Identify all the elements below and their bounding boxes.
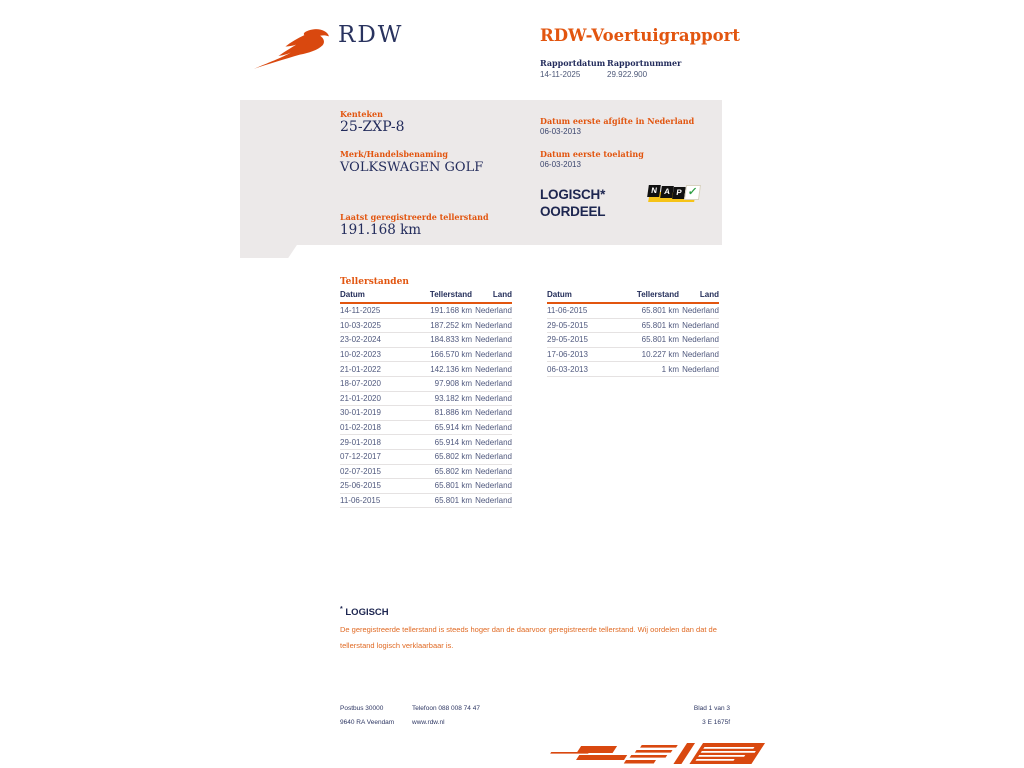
cell-datum: 11-06-2015 [547, 303, 619, 318]
table-row [547, 318, 719, 333]
table-row [547, 303, 719, 318]
cell-land: Nederland [472, 493, 512, 508]
footer-address [340, 702, 394, 729]
table-row [340, 333, 512, 348]
cell-land: Nederland [679, 362, 719, 377]
footer-form-code: 3 E 1675f [702, 718, 730, 726]
cell-tellerstand: 65.801 km [619, 333, 679, 348]
oordeel-line1: LOGISCH* [540, 187, 606, 202]
cell-land: Nederland [472, 318, 512, 333]
rdw-falcon-logo-icon [252, 26, 334, 72]
cell-tellerstand: 93.182 km [412, 391, 472, 406]
footer-contact [412, 702, 480, 729]
cell-tellerstand: 191.168 km [412, 303, 472, 318]
cell-datum: 01-02-2018 [340, 420, 412, 435]
report-number-label: Rapportnummer [607, 58, 682, 68]
rdw-wordmark: RDW [338, 22, 404, 48]
cell-tellerstand: 81.886 km [412, 406, 472, 421]
report-title: RDW-Voertuigrapport [540, 26, 740, 45]
eerste-afgifte-label: Datum eerste afgifte in Nederland [540, 116, 695, 126]
table-header-row [547, 290, 719, 303]
nap-logo-icon [648, 183, 700, 211]
cell-datum: 21-01-2022 [340, 362, 412, 377]
footer-meta [630, 702, 730, 729]
cell-land: Nederland [472, 376, 512, 391]
cell-land: Nederland [472, 464, 512, 479]
oordeel-verdict [540, 186, 605, 220]
col-header-datum: Datum [547, 290, 619, 303]
tellerstanden-table-right [547, 290, 719, 377]
merk-value: VOLKSWAGEN GOLF [340, 160, 484, 175]
cell-datum: 14-11-2025 [340, 303, 412, 318]
cell-land: Nederland [472, 333, 512, 348]
cell-datum: 21-01-2020 [340, 391, 412, 406]
col-header-land: Land [472, 290, 512, 303]
cell-datum: 29-05-2015 [547, 318, 619, 333]
cell-tellerstand: 65.914 km [412, 420, 472, 435]
oordeel-line2: OORDEEL [540, 204, 606, 219]
merk-label: Merk/Handelsbenaming [340, 149, 449, 159]
eerste-toelating-label: Datum eerste toelating [540, 149, 644, 159]
col-header-datum: Datum [340, 290, 412, 303]
cell-datum: 23-02-2024 [340, 333, 412, 348]
cell-tellerstand: 1 km [619, 362, 679, 377]
cell-tellerstand: 142.136 km [412, 362, 472, 377]
cell-land: Nederland [472, 435, 512, 450]
table-row [340, 391, 512, 406]
col-header-tellerstand: Tellerstand [412, 290, 472, 303]
table-row [340, 318, 512, 333]
tellerstand-value: 191.168 km [340, 222, 422, 238]
cell-datum: 11-06-2015 [340, 493, 412, 508]
kenteken-value: 25-ZXP-8 [340, 119, 405, 135]
cell-land: Nederland [679, 303, 719, 318]
cell-tellerstand: 166.570 km [412, 347, 472, 362]
footnote-title-text: LOGISCH [345, 607, 389, 619]
footer-phone: Telefoon 088 008 74 47 [412, 705, 480, 712]
footer-address-line1: Postbus 30000 [340, 705, 384, 712]
footer-address-line2: 9640 RA Veendam [340, 718, 395, 726]
eerste-afgifte-value: 06-03-2013 [540, 127, 581, 136]
cell-tellerstand: 65.802 km [412, 464, 472, 479]
table-row [340, 303, 512, 318]
cell-land: Nederland [472, 479, 512, 494]
cell-tellerstand: 65.801 km [412, 493, 472, 508]
table-row [340, 493, 512, 508]
cell-tellerstand: 65.914 km [412, 435, 472, 450]
cell-tellerstand: 187.252 km [412, 318, 472, 333]
table-row [340, 435, 512, 450]
cell-tellerstand: 65.802 km [412, 449, 472, 464]
cell-datum: 06-03-2013 [547, 362, 619, 377]
col-header-tellerstand: Tellerstand [619, 290, 679, 303]
cell-land: Nederland [679, 347, 719, 362]
table-row [340, 406, 512, 421]
footnote-marker: * [340, 606, 343, 613]
footer-website-link[interactable]: www.rdw.nl [412, 718, 445, 726]
tellerstanden-title: Tellerstanden [340, 277, 409, 287]
table-row [340, 464, 512, 479]
footnote-text: De geregistreerde tellerstand is steeds hoger dan de daarvoor geregistreerde tellerstand. Wij oordelen dan dat de tellerstand logisch verklaarbaar is. [340, 625, 717, 650]
col-header-land: Land [679, 290, 719, 303]
table-row [340, 347, 512, 362]
table-row [547, 333, 719, 348]
report-number-value: 29.922.900 [607, 70, 648, 79]
cell-datum: 29-05-2015 [547, 333, 619, 348]
cell-datum: 30-01-2019 [340, 406, 412, 421]
cell-land: Nederland [472, 303, 512, 318]
cell-tellerstand: 65.801 km [619, 303, 679, 318]
cell-tellerstand: 97.908 km [412, 376, 472, 391]
cell-land: Nederland [472, 391, 512, 406]
table-row [340, 479, 512, 494]
tellerstanden-table-left [340, 290, 512, 508]
bottom-stripes-graphic-icon [543, 740, 798, 767]
cell-datum: 29-01-2018 [340, 435, 412, 450]
cell-tellerstand: 65.801 km [412, 479, 472, 494]
cell-datum: 07-12-2017 [340, 449, 412, 464]
cell-datum: 25-06-2015 [340, 479, 412, 494]
nap-checkmark-icon: ✓ [684, 185, 701, 200]
nap-letter-p: P [672, 187, 686, 199]
cell-tellerstand: 65.801 km [619, 318, 679, 333]
cell-datum: 02-07-2015 [340, 464, 412, 479]
cell-datum: 10-02-2023 [340, 347, 412, 362]
tellerstand-label: Laatst geregistreerde tellerstand [340, 212, 489, 222]
table-header-row [340, 290, 512, 303]
kenteken-label: Kenteken [340, 109, 383, 119]
footer-page-number: Blad 1 van 3 [693, 705, 730, 712]
cell-tellerstand: 10.227 km [619, 347, 679, 362]
table-row [340, 420, 512, 435]
report-date-value: 14-11-2025 [540, 70, 581, 79]
eerste-toelating-value: 06-03-2013 [540, 160, 581, 169]
nap-letter-a: A [660, 186, 674, 198]
table-row [340, 362, 512, 377]
cell-land: Nederland [472, 362, 512, 377]
report-date-label: Rapportdatum [540, 58, 606, 68]
cell-land: Nederland [679, 333, 719, 348]
cell-datum: 10-03-2025 [340, 318, 412, 333]
table-row [547, 347, 719, 362]
cell-land: Nederland [472, 347, 512, 362]
footnote-title [340, 606, 389, 618]
table-row [340, 376, 512, 391]
nap-letter-n: N [647, 185, 661, 197]
table-row [547, 362, 719, 377]
cell-datum: 17-06-2013 [547, 347, 619, 362]
cell-datum: 18-07-2020 [340, 376, 412, 391]
cell-land: Nederland [679, 318, 719, 333]
cell-land: Nederland [472, 420, 512, 435]
cell-land: Nederland [472, 406, 512, 421]
cell-land: Nederland [472, 449, 512, 464]
table-row [340, 449, 512, 464]
cell-tellerstand: 184.833 km [412, 333, 472, 348]
